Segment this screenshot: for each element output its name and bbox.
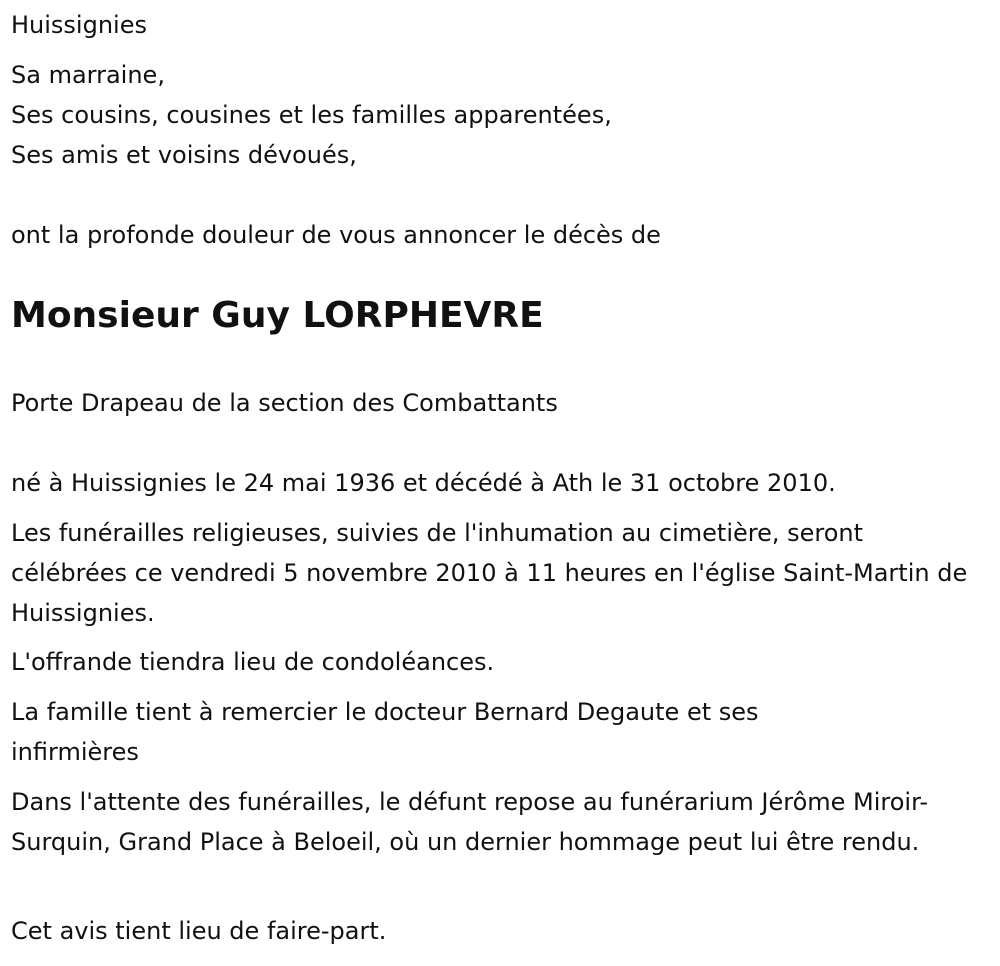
mourner-line: Sa marraine,	[11, 61, 165, 89]
offering-note: L'offrande tiendra lieu de condoléances.	[11, 648, 495, 676]
birth-death: né à Huissignies le 24 mai 1936 et décédé à Ath le 31 octobre 2010.	[11, 469, 836, 497]
announcement: ont la profonde douleur de vous annoncer le décès de	[11, 221, 661, 249]
thanks-note: La famille tient à remercier le docteur Bernard Degaute et ses infirmières	[11, 698, 759, 766]
funeral-details: Les funérailles religieuses, suivies de l'inhumation au cimetière, seront célébrées ce vendredi 5 novembre 2010 à 11 heures en l'église Saint-Martin de Huissignies.	[11, 519, 968, 627]
closing-note: Cet avis tient lieu de faire-part.	[11, 917, 387, 945]
deceased-name: Monsieur Guy LORPHEVRE	[11, 295, 544, 336]
mourner-line: Ses cousins, cousines et les familles apparentées,	[11, 101, 612, 129]
mourner-line: Ses amis et voisins dévoués,	[11, 141, 357, 169]
wake-details: Dans l'attente des funérailles, le défunt repose au funérarium Jérôme Miroir-Surquin, Grand Place à Beloeil, où un dernier hommage peut lui être rendu.	[11, 788, 929, 856]
locality: Huissignies	[11, 11, 147, 39]
deceased-title: Porte Drapeau de la section des Combattants	[11, 389, 558, 417]
